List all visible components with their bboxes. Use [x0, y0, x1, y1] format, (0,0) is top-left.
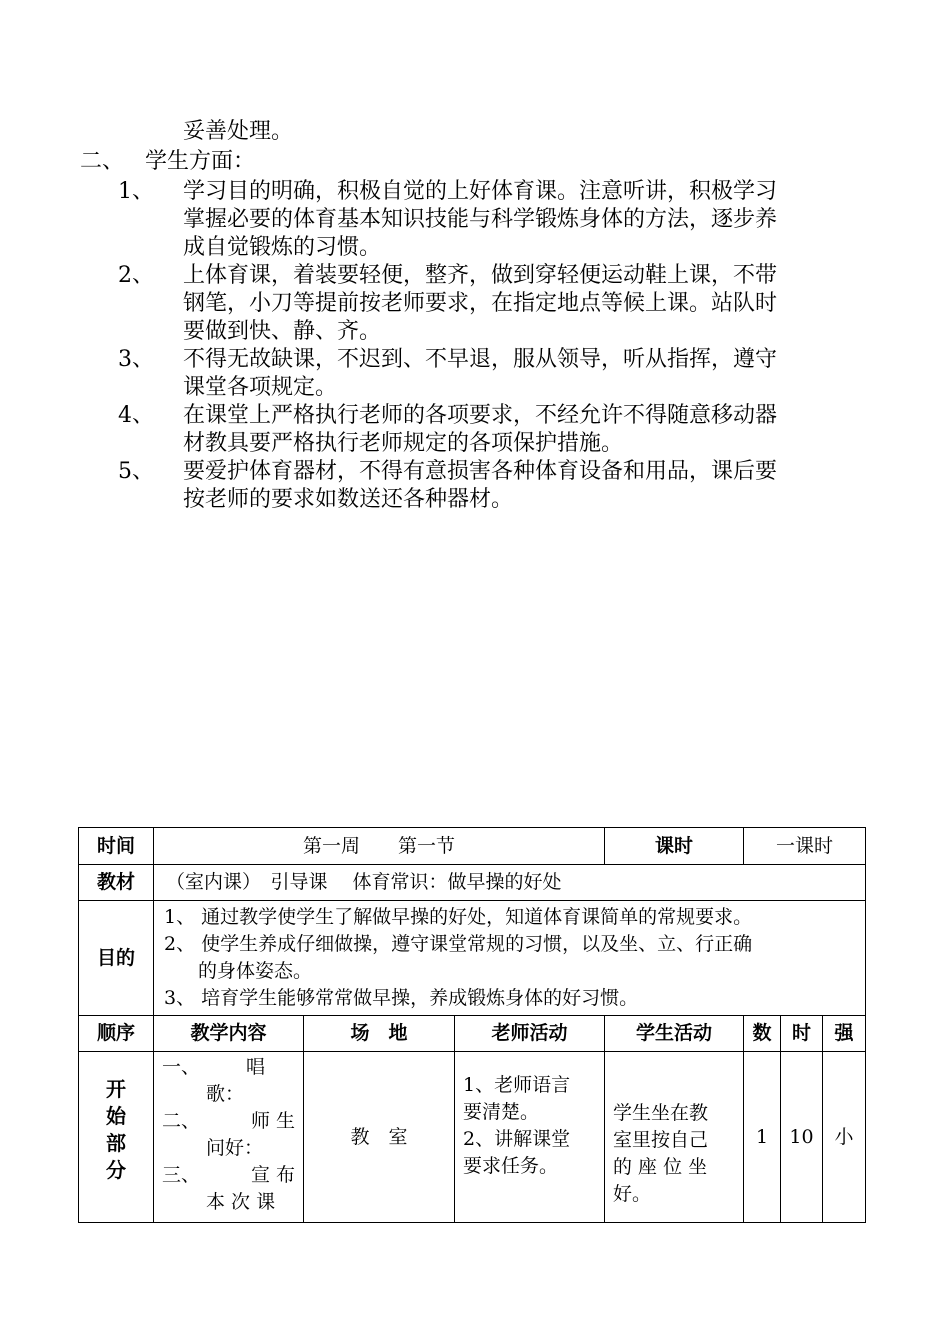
section-char: 分 — [106, 1158, 126, 1182]
item-number: 5、 — [118, 459, 154, 484]
header-time: 时 — [781, 1016, 823, 1052]
section-number: 二、 — [80, 149, 125, 174]
lesson-plan-table — [78, 827, 866, 1223]
item-text-line: 掌握必要的体育基本知识技能与科学锻炼身体的方法，逐步养 — [183, 207, 778, 232]
section-name-cell — [79, 1052, 154, 1223]
header-row — [79, 1016, 866, 1052]
item-text-line: 上体育课，着装要轻便，整齐，做到穿轻便运动鞋上课，不带 — [183, 263, 778, 288]
section-char: 部 — [106, 1131, 126, 1155]
item-text-line: 钢笔，小刀等提前按老师要求，在指定地点等候上课。站队时 — [183, 291, 778, 316]
time-cell: 10 — [781, 1052, 823, 1223]
header-teacher-activity: 老师活动 — [455, 1016, 605, 1052]
section-char: 开 — [106, 1077, 126, 1101]
item-text-line: 成自觉锻炼的习惯。 — [183, 235, 382, 260]
intro-tail: 妥善处理。 — [183, 119, 294, 144]
item-text-line: 按老师的要求如数送还各种器材。 — [183, 487, 514, 512]
content-continuation: 歌： — [206, 1083, 245, 1105]
header-content: 教学内容 — [154, 1016, 304, 1052]
section-char: 始 — [106, 1104, 126, 1128]
content-text: 师 生 — [250, 1110, 295, 1132]
content-continuation: 问好： — [206, 1137, 264, 1159]
item-number: 3、 — [118, 347, 154, 372]
content-prefix: 二、 — [162, 1110, 201, 1132]
item-text-line: 课堂各项规定。 — [183, 375, 338, 400]
student-activity-line: 学生坐在教 — [613, 1102, 709, 1124]
item-text-line: 在课堂上严格执行老师的各项要求，不经允许不得随意移动器 — [183, 403, 778, 428]
teacher-activity-line: 要清楚。 — [463, 1101, 540, 1123]
count-cell: 1 — [744, 1052, 781, 1223]
item-text-line: 要做到快、静、齐。 — [183, 319, 382, 344]
goal-item: 1、 通过教学使学生了解做早操的好处，知道体育课简单的常规要求。 — [164, 906, 753, 928]
content-text: 唱 — [245, 1056, 265, 1078]
content-prefix: 一、 — [162, 1056, 201, 1078]
goal-list — [154, 901, 866, 1016]
material-row — [79, 865, 866, 901]
teacher-activity-cell — [455, 1052, 605, 1223]
item-number: 1、 — [118, 179, 154, 204]
material-value: （室内课） 引导课 体育常识：做早操的好处 — [154, 865, 866, 901]
student-activity-line: 好。 — [613, 1183, 652, 1205]
header-count: 数 — [744, 1016, 781, 1052]
section-heading: 学生方面： — [145, 149, 256, 174]
header-order: 顺序 — [79, 1016, 154, 1052]
item-number: 4、 — [118, 403, 154, 428]
goal-item: 2、 使学生养成仔细做操，遵守课堂常规的习惯，以及坐、立、行正确 — [164, 933, 753, 955]
lesson-row — [79, 1052, 866, 1223]
header-student-activity: 学生活动 — [605, 1016, 744, 1052]
student-activity-cell — [605, 1052, 744, 1223]
goal-label: 目的 — [79, 901, 154, 1016]
content-continuation: 本 次 课 — [206, 1191, 276, 1213]
period-value: 一课时 — [744, 828, 866, 865]
item-text-line: 材教具要严格执行老师规定的各项保护措施。 — [183, 431, 624, 456]
header-venue: 场 地 — [304, 1016, 455, 1052]
item-text-line: 学习目的明确，积极自觉的上好体育课。注意听讲，积极学习 — [183, 179, 778, 204]
time-row — [79, 828, 866, 865]
item-text-line: 不得无故缺课，不迟到、不早退，服从领导，听从指挥，遵守 — [183, 347, 778, 372]
item-number: 2、 — [118, 263, 154, 288]
period-label: 课时 — [605, 828, 744, 865]
header-intensity: 强 — [823, 1016, 866, 1052]
teacher-activity-line: 2、讲解课堂 — [463, 1128, 571, 1150]
student-activity-line: 室里按自己 — [613, 1129, 709, 1151]
intensity-cell: 小 — [823, 1052, 866, 1223]
student-activity-line: 的 座 位 坐 — [613, 1156, 708, 1178]
goal-row — [79, 901, 866, 1016]
content-text: 宣 布 — [250, 1164, 295, 1186]
content-cell — [154, 1052, 304, 1223]
time-value: 第一周 第一节 — [154, 828, 605, 865]
goal-item-continuation: 的身体姿态。 — [198, 960, 313, 982]
content-prefix: 三、 — [162, 1164, 201, 1186]
item-text-line: 要爱护体育器材，不得有意损害各种体育设备和用品，课后要 — [183, 459, 778, 484]
goal-item: 3、 培育学生能够常常做早操，养成锻炼身体的好习惯。 — [164, 987, 639, 1009]
material-label: 教材 — [79, 865, 154, 901]
teacher-activity-line: 要求任务。 — [463, 1155, 559, 1177]
teacher-activity-line: 1、老师语言 — [463, 1074, 571, 1096]
venue-cell: 教 室 — [304, 1052, 455, 1223]
time-label: 时间 — [79, 828, 154, 865]
